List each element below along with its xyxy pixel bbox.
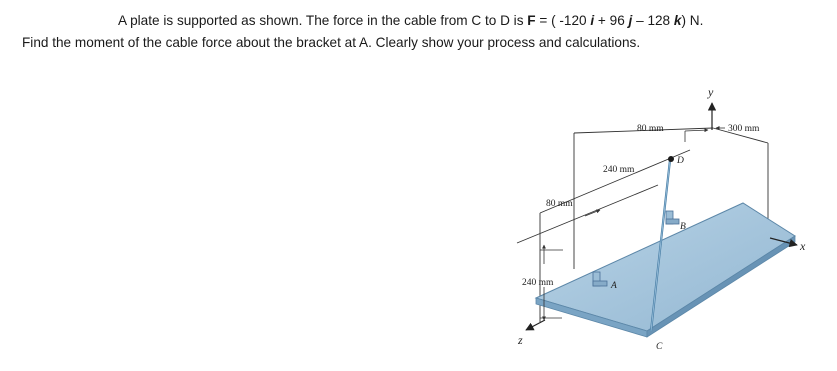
point-d-dot bbox=[668, 156, 674, 162]
x-axis-label: x bbox=[800, 239, 806, 253]
bracket-b bbox=[666, 211, 679, 224]
point-d-label: D bbox=[677, 156, 684, 166]
dimension-240mm-top: 240 mm bbox=[603, 165, 635, 175]
force-eq-open: = ( -120 bbox=[535, 13, 591, 28]
dimension-300mm: 300 mm bbox=[728, 124, 760, 134]
dimension-80mm-left: 80 mm bbox=[546, 199, 573, 209]
z-axis-label: z bbox=[518, 333, 523, 347]
problem-intro-text: A plate is supported as shown. The force in the cable from C to D is bbox=[118, 13, 528, 28]
y-axis-label: y bbox=[708, 85, 714, 99]
force-eq-mid2: – 128 bbox=[632, 13, 674, 28]
unit-vector-i: i bbox=[590, 13, 595, 28]
point-b-label: B bbox=[680, 222, 686, 232]
force-eq-mid1: + 96 bbox=[594, 13, 629, 28]
unit-vector-k: k bbox=[673, 13, 682, 28]
force-eq-close: ) N. bbox=[681, 13, 704, 28]
problem-line-2: Find the moment of the cable force about the bracket at A. Clearly show your process and calculations. bbox=[22, 35, 641, 50]
point-a-label: A bbox=[611, 281, 617, 291]
dimension-240mm-left: 240 mm bbox=[522, 278, 554, 288]
dimension-80mm-top: 80 mm bbox=[637, 124, 664, 134]
unit-vector-j: j bbox=[628, 13, 633, 28]
point-c-label: C bbox=[656, 342, 663, 352]
force-symbol: F bbox=[527, 13, 536, 28]
z-axis-arrow bbox=[526, 320, 545, 330]
plate bbox=[536, 203, 795, 337]
